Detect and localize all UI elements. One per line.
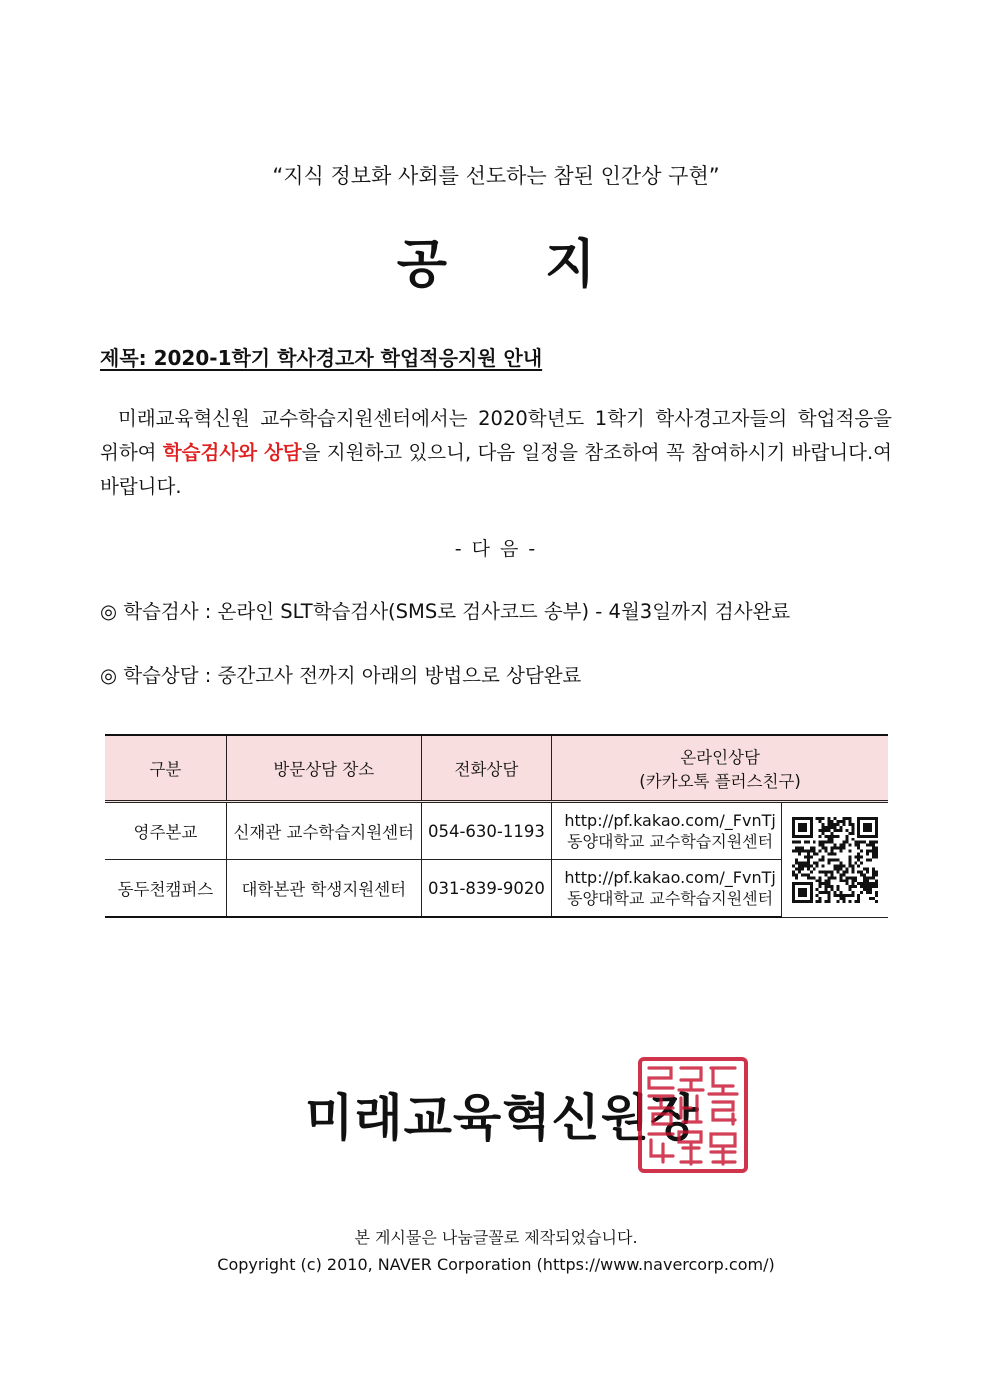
body-highlight: 학습검사와 상담 (162, 441, 302, 464)
table-row (105, 802, 888, 860)
qr-code-icon[interactable] (792, 817, 878, 903)
header-division: 구분 (105, 735, 226, 802)
item-learning-counseling: ◎ 학습상담 : 중간고사 전까지 아래의 방법으로 상담완료 (100, 664, 582, 687)
table-row (105, 860, 888, 918)
page-title: 공 지 (396, 235, 636, 295)
row-division: 동두천캠퍼스 (105, 860, 226, 918)
online-name: 동양대학교 교수학습지원센터 (567, 832, 774, 851)
row-visit: 신재관 교수학습지원센터 (226, 802, 421, 860)
row-online (552, 802, 782, 860)
header-online-line1: 온라인상담 (680, 748, 760, 767)
official-seal-icon (637, 1056, 749, 1174)
signature: 미래교육혁신원장 (305, 1089, 700, 1147)
header-visit: 방문상담 장소 (226, 735, 421, 802)
qr-cell (782, 802, 888, 918)
row-visit: 대학본관 학생지원센터 (226, 860, 421, 918)
online-name: 동양대학교 교수학습지원센터 (567, 889, 774, 908)
body-part1: 미래교육혁신원 교수학습지원센터에서는 2020학년도 1학기 학사경고자들의 학업적응을 위하여 (100, 407, 892, 464)
row-division: 영주본교 (105, 802, 226, 860)
item-learning-test: ◎ 학습검사 : 온라인 SLT학습검사(SMS로 검사코드 송부) - 4월3일까지 검사완료 (100, 600, 791, 623)
row-phone: 054-630-1193 (421, 802, 551, 860)
following-heading: - 다 음 - (454, 538, 538, 560)
body-part2: 을 지원하고 있으니, 다음 일정을 참조하여 꼭 참여하시기 바랍니다.여 바랍니다. (100, 441, 893, 498)
motto: “지식 정보화 사회를 선도하는 참된 인간상 구현” (272, 164, 720, 188)
counseling-table (105, 734, 888, 918)
row-online (552, 860, 782, 918)
footer-font-notice: 본 게시물은 나눔글꼴로 제작되었습니다. (354, 1228, 638, 1247)
row-phone: 031-839-9020 (421, 860, 551, 918)
online-url[interactable]: http://pf.kakao.com/_FvnTj (564, 868, 776, 887)
notice-subject: 제목: 2020-1학기 학사경고자 학업적응지원 안내 (100, 346, 543, 370)
online-url[interactable]: http://pf.kakao.com/_FvnTj (564, 811, 776, 830)
header-phone: 전화상담 (421, 735, 551, 802)
footer-copyright: Copyright (c) 2010, NAVER Corporation (https://www.navercorp.com/) (217, 1255, 775, 1274)
header-online (552, 735, 888, 802)
notice-body (100, 402, 892, 504)
header-online-line2: (카카오톡 플러스친구) (639, 772, 801, 791)
table-header-row (105, 735, 888, 802)
